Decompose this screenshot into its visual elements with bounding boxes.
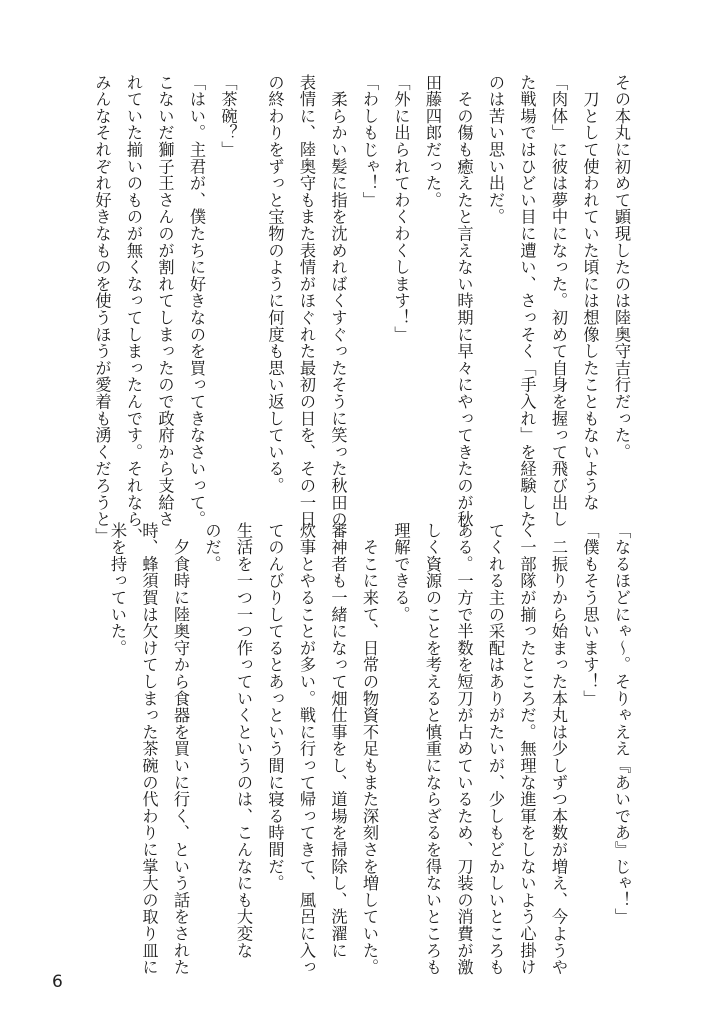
text-column: みんなそれぞれ好きなものを使うほうが愛着も湧くだろうと」	[92, 74, 112, 545]
text-column: 夕食時に陸奥守から食器を買いに行く、という話をされた	[171, 522, 190, 976]
text-column: 理解できる。	[391, 522, 411, 623]
text-column: こないだ獅子王さんのが割れてしまったので政府から支給さ	[155, 74, 175, 528]
text-column: 表情に、陸奥守もまた表情がほぐれた最初の日を、その一日	[297, 74, 316, 528]
text-column: 米を持っていた。	[108, 522, 127, 657]
text-column: 「わしもじゃ！」	[360, 74, 379, 209]
text-column: その本丸に初めて顕現したのは陸奥守吉行だった。	[612, 74, 631, 461]
text-column: 審神者も一緒になって畑仕事をし、道場を掃除し、洗濯に	[328, 522, 348, 959]
text-column: 「肉体」に彼は夢中になった。初めて自身を握って飛び出し	[549, 74, 568, 528]
text-column: てくれる主の采配はありがたいが、少しもどかしいところも	[486, 522, 505, 976]
text-column: 「僕もそう思います！」	[580, 522, 600, 707]
text-column: その傷も癒えたと言えない時期に早々にやってきたのが秋	[454, 74, 474, 528]
text-column: 「なるほどにゃ〜。そりゃええ『あいであ』じゃ！」	[612, 522, 631, 926]
text-column: てのんびりしてるとあっという間に寝る時間だ。	[265, 522, 285, 892]
text-column: た戦場ではひどい目に遭い、さっそく「手入れ」を経験した	[517, 74, 537, 528]
text-column: 刀として使われていた頃には想像したこともないような	[580, 74, 600, 511]
text-column: 生活を一つ一つ作っていくというのは、こんなにも大変な	[234, 522, 253, 959]
text-column: 「はい。主君が、僕たちに好きなのを買ってきなさいって。	[187, 74, 206, 528]
text-column: 炊事とやることが多い。戦に行って帰ってきて、風呂に入っ	[297, 522, 316, 976]
text-column: 柔らかい髪に指を沈めればくすぐったそうに笑った秋田の	[328, 74, 348, 528]
text-column: 田藤四郎だった。	[423, 74, 442, 209]
text-column: 二振りから始まった本丸は少しずつ本数が増え、今ようや	[549, 522, 568, 976]
text-column: 「茶碗？」	[218, 74, 238, 158]
page-number: 6	[52, 972, 63, 992]
text-column: ある。一方で半数を短刀が占めているため、刀装の消費が激	[454, 522, 474, 976]
lower-text-block	[108, 522, 631, 976]
text-column: そこに来て、日常の物資不足もまた深刻さを増していた。	[360, 522, 379, 976]
text-column: の終わりをずっと宝物のように何度も思い返している。	[265, 74, 285, 494]
upper-text-block	[92, 74, 631, 545]
text-column: のだ。	[202, 522, 222, 573]
text-column: 「外に出られてわくわくします！」	[391, 74, 411, 343]
text-column: く一部隊が揃ったところだ。無理な進軍をしないよう心掛け	[517, 522, 537, 976]
text-column: 時、蜂須賀は欠けてしまった茶碗の代わりに掌大の取り皿に	[139, 522, 159, 976]
text-column: しく資源のことを考えると慎重にならざるを得ないところも	[423, 522, 442, 976]
text-column: れていた揃いのものが無くなってしまったんです。それなら、	[124, 74, 143, 545]
text-column: のは苦い思い出だ。	[486, 74, 505, 226]
